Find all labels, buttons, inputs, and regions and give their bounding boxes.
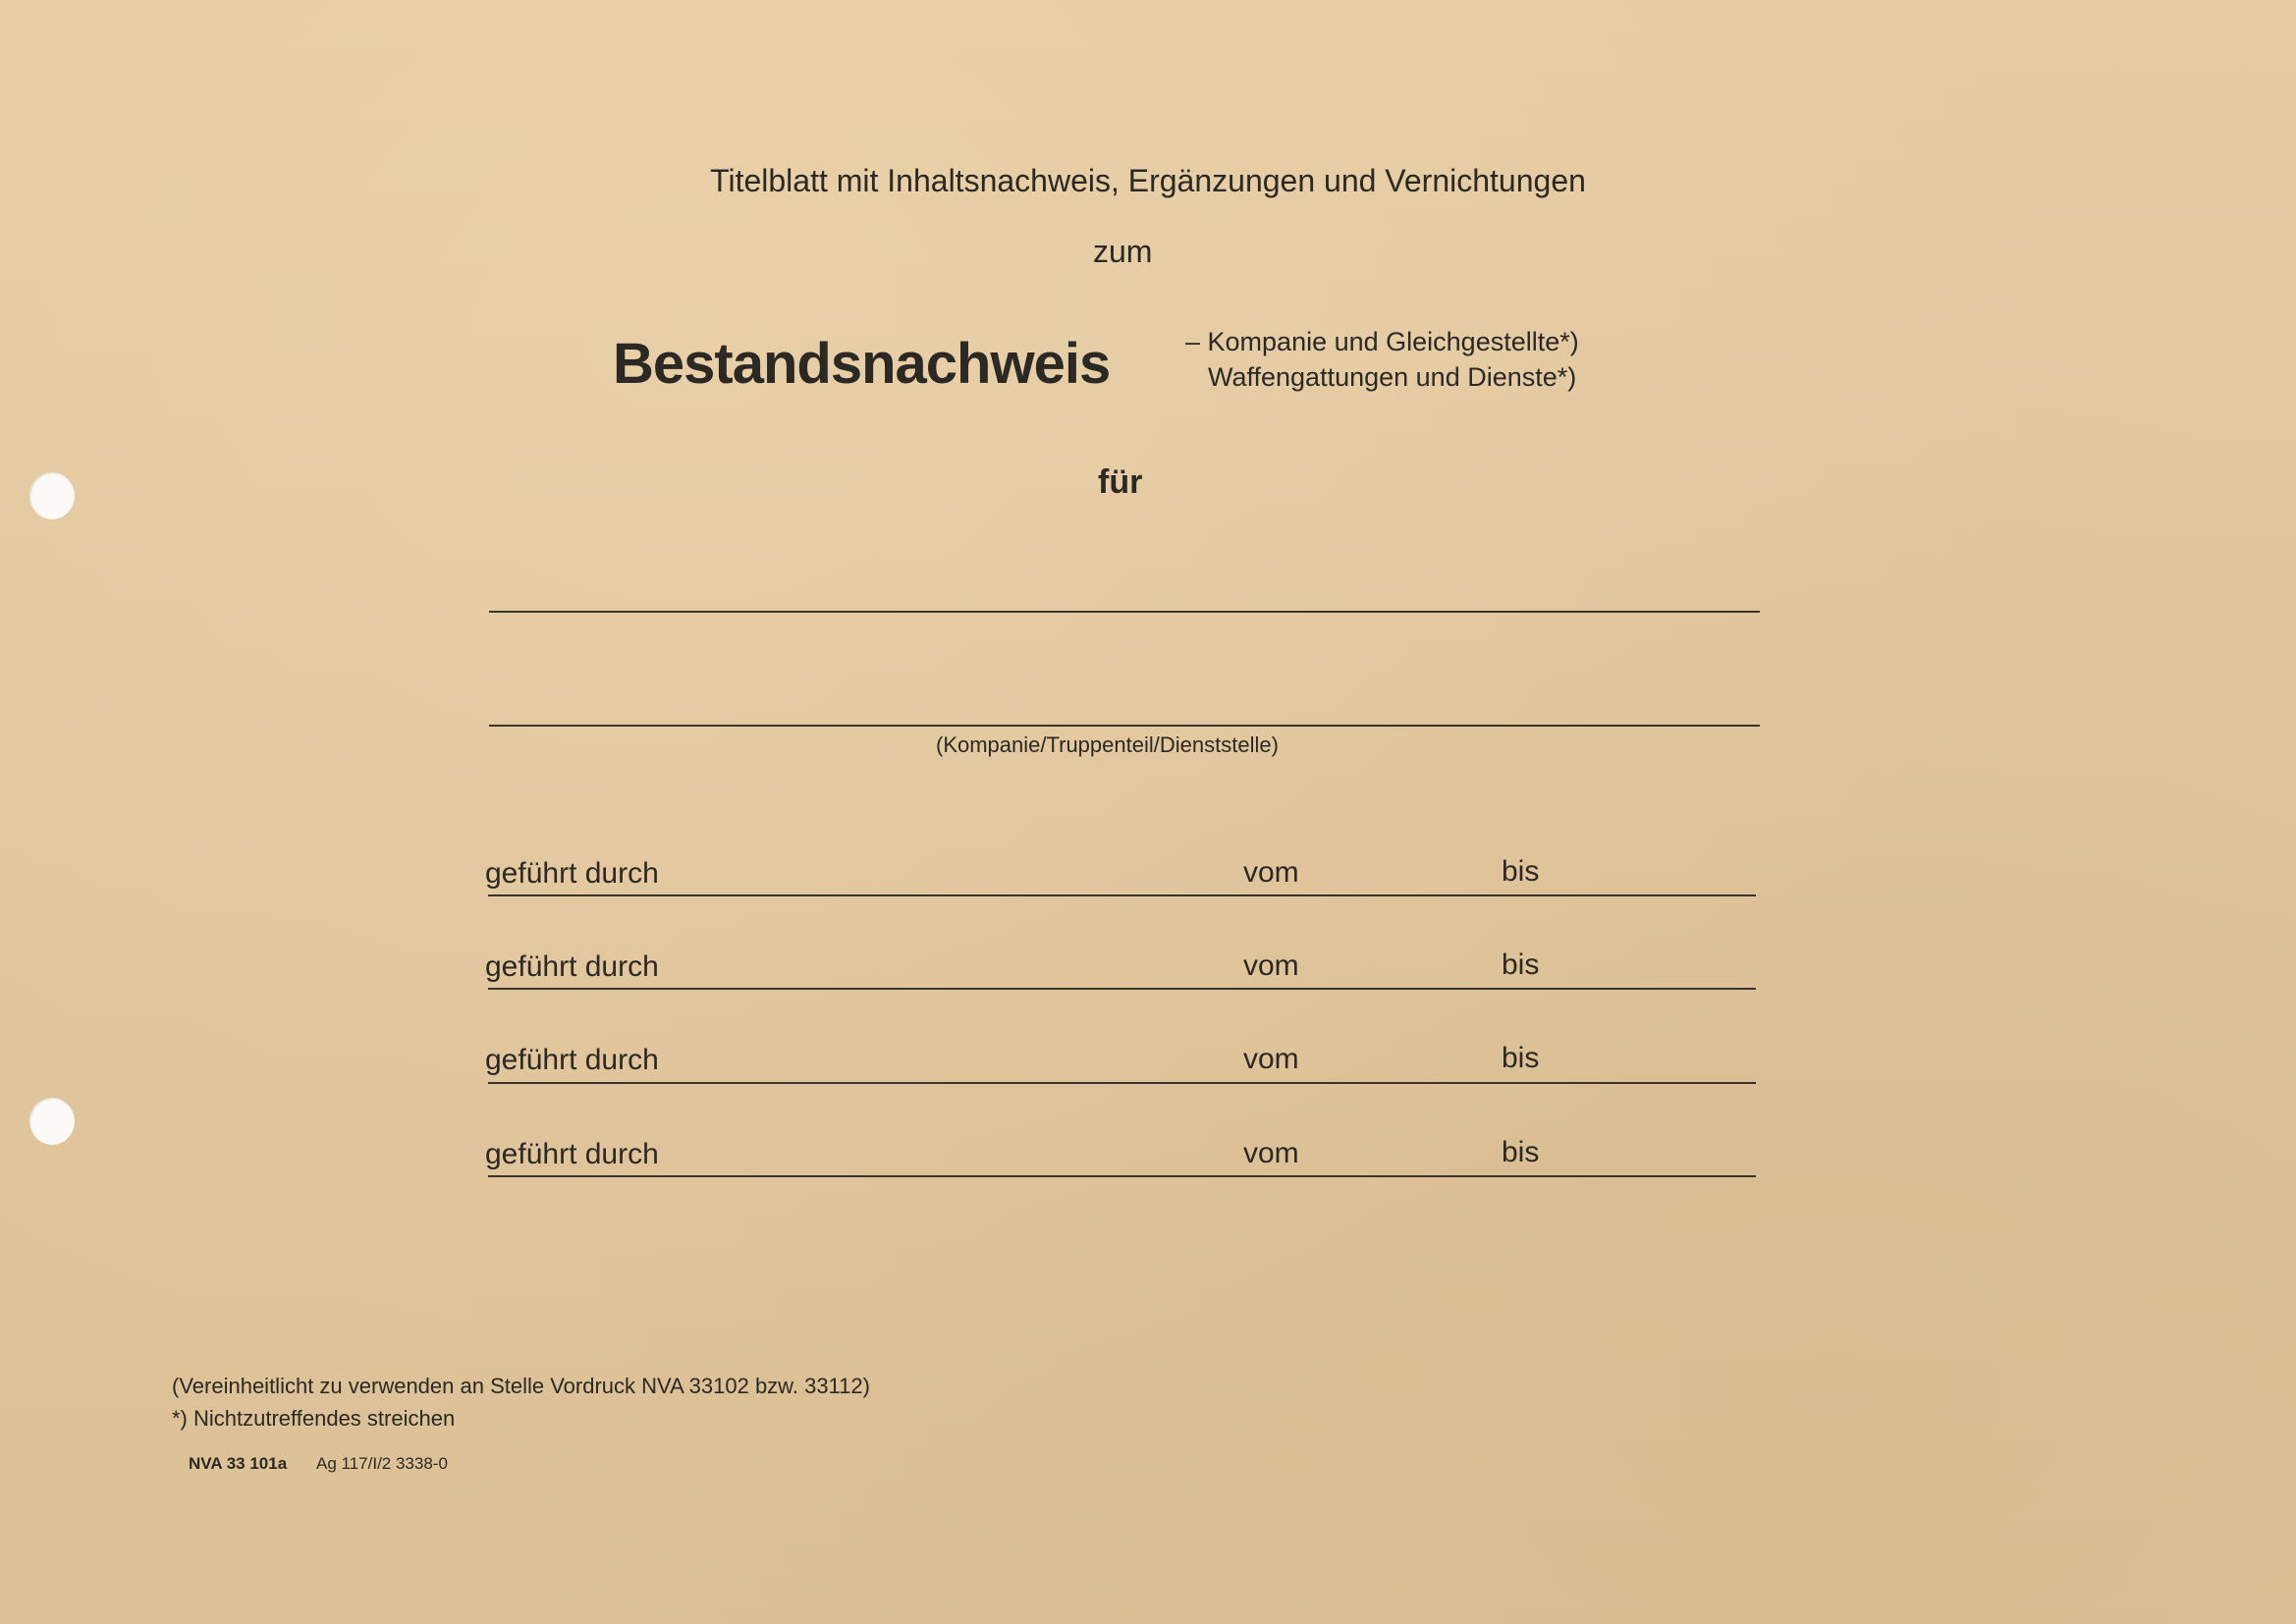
form-title-line: Titelblatt mit Inhaltsnachweis, Ergänzungen und Vernichtungen	[710, 163, 1586, 198]
punch-hole	[29, 472, 75, 519]
row-entry-line[interactable]	[488, 988, 1756, 990]
row-gefuehrt-durch-label: geführt durch	[485, 1044, 659, 1076]
row-vom-label: vom	[1243, 949, 1299, 982]
form-heading: Bestandsnachweis	[613, 332, 1111, 396]
row-gefuehrt-durch-label: geführt durch	[485, 950, 659, 983]
row-vom-label: vom	[1243, 1043, 1299, 1075]
footer-print-code: Ag 117/I/2 3338-0	[316, 1454, 448, 1473]
row-entry-line[interactable]	[488, 894, 1756, 896]
footer-form-number: NVA 33 101a	[189, 1454, 288, 1473]
form-variant-company: – Kompanie und Gleichgestellte*)	[1185, 327, 1579, 356]
footer-usage-note: (Vereinheitlicht zu verwenden an Stelle Vordruck NVA 33102 bzw. 33112)	[172, 1374, 870, 1398]
row-bis-label: bis	[1502, 855, 1540, 888]
row-entry-line[interactable]	[488, 1082, 1756, 1084]
unit-name-line-1[interactable]	[489, 611, 1760, 613]
form-variant-branches: Waffengattungen und Dienste*)	[1208, 362, 1577, 392]
row-vom-label: vom	[1243, 1137, 1299, 1169]
row-bis-label: bis	[1502, 1136, 1540, 1168]
unit-name-line-2[interactable]	[489, 725, 1760, 727]
unit-caption: (Kompanie/Truppenteil/Dienststelle)	[936, 732, 1279, 757]
row-gefuehrt-durch-label: geführt durch	[485, 1138, 659, 1170]
form-zum: zum	[1093, 234, 1153, 269]
row-vom-label: vom	[1243, 856, 1299, 889]
row-entry-line[interactable]	[488, 1175, 1756, 1177]
row-bis-label: bis	[1502, 948, 1540, 981]
form-fuer: für	[1098, 463, 1143, 501]
punch-hole	[29, 1098, 75, 1145]
footer-strike-note: *) Nichtzutreffendes streichen	[172, 1406, 456, 1431]
row-gefuehrt-durch-label: geführt durch	[485, 857, 659, 890]
row-bis-label: bis	[1502, 1042, 1540, 1074]
